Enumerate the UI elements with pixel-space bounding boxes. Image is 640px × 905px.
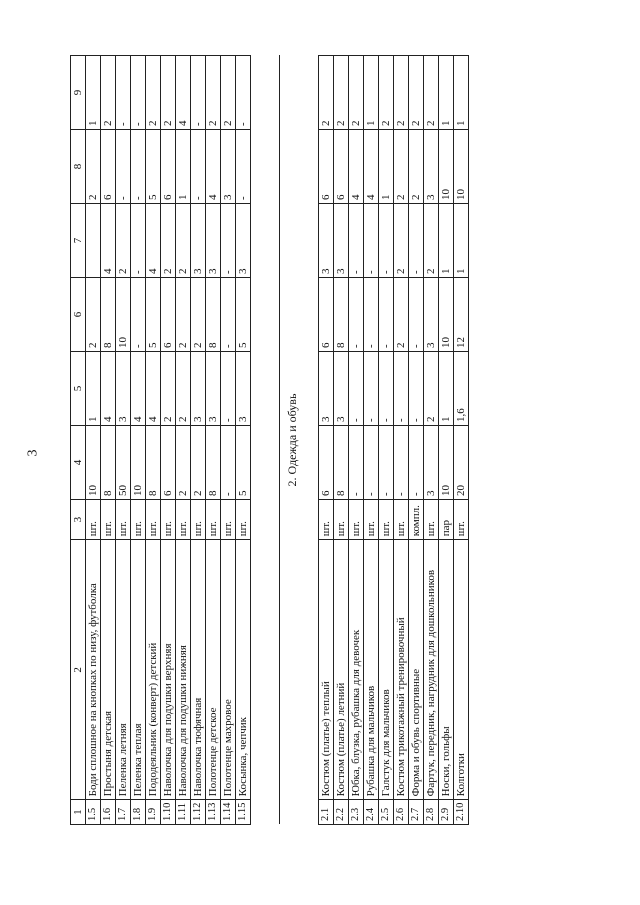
unit-cell: шт.	[334, 499, 349, 539]
item-name-cell: Юбка, блузка, рубашка для девочек	[349, 540, 364, 800]
unit-cell: шт.	[454, 499, 469, 539]
value-cell: -	[221, 351, 236, 425]
value-cell: 6	[319, 425, 334, 499]
value-cell: 2	[86, 130, 101, 204]
value-cell: 2	[176, 425, 191, 499]
value-cell: 6	[161, 425, 176, 499]
row-index-cell: 1.15	[236, 800, 251, 825]
table-row	[146, 56, 161, 825]
value-cell: 1	[379, 130, 394, 204]
item-name-cell: Костюм трикотажный тренировочный	[394, 540, 409, 800]
value-cell: -	[221, 425, 236, 499]
value-cell: 12	[454, 277, 469, 351]
value-cell: 4	[206, 130, 221, 204]
header-cell: 2	[71, 540, 86, 800]
header-cell: 6	[71, 277, 86, 351]
value-cell: -	[364, 204, 379, 278]
item-name-cell: Наволочка для подушки нижняя	[176, 540, 191, 800]
value-cell: 2	[176, 277, 191, 351]
value-cell: 2	[191, 277, 206, 351]
value-cell: 2	[424, 351, 439, 425]
item-name-cell: Полотенце махровое	[221, 540, 236, 800]
item-name-cell: Галстук для мальчиков	[379, 540, 394, 800]
section-title-row	[280, 56, 319, 825]
value-cell: 8	[206, 277, 221, 351]
table-row	[176, 56, 191, 825]
value-cell: -	[379, 425, 394, 499]
value-cell: -	[409, 277, 424, 351]
header-row	[71, 56, 86, 825]
value-cell: 8	[334, 425, 349, 499]
value-cell: -	[116, 130, 131, 204]
value-cell: 2	[334, 56, 349, 130]
value-cell: 4	[146, 351, 161, 425]
value-cell: 3	[319, 204, 334, 278]
value-cell: 2	[409, 130, 424, 204]
value-cell: 6	[101, 130, 116, 204]
value-cell: -	[394, 351, 409, 425]
value-cell: -	[191, 56, 206, 130]
value-cell: 2	[176, 351, 191, 425]
value-cell: 10	[439, 130, 454, 204]
header-cell: 1	[71, 800, 86, 825]
value-cell: -	[221, 204, 236, 278]
value-cell: 3	[319, 351, 334, 425]
row-index-cell: 2.2	[334, 800, 349, 825]
value-cell: -	[131, 277, 146, 351]
unit-cell: шт.	[221, 499, 236, 539]
table-row	[161, 56, 176, 825]
value-cell: 3	[424, 277, 439, 351]
header-cell: 4	[71, 425, 86, 499]
item-name-cell: Пеленка теплая	[131, 540, 146, 800]
unit-cell: компл.	[409, 499, 424, 539]
norms-table	[70, 55, 469, 825]
value-cell: 2	[206, 56, 221, 130]
table-row	[221, 56, 236, 825]
row-index-cell: 2.7	[409, 800, 424, 825]
row-index-cell: 1.10	[161, 800, 176, 825]
value-cell: 4	[101, 204, 116, 278]
table-row	[394, 56, 409, 825]
unit-cell: шт.	[101, 499, 116, 539]
value-cell: 2	[191, 425, 206, 499]
value-cell: 8	[101, 425, 116, 499]
value-cell: 2	[101, 56, 116, 130]
value-cell: 2	[161, 204, 176, 278]
value-cell: 10	[439, 277, 454, 351]
table-row	[454, 56, 469, 825]
value-cell: 10	[454, 130, 469, 204]
table-row	[319, 56, 334, 825]
value-cell: 3	[221, 130, 236, 204]
item-name-cell: Косынка, чепчик	[236, 540, 251, 800]
row-index-cell: 1.9	[146, 800, 161, 825]
row-index-cell: 2.1	[319, 800, 334, 825]
value-cell: -	[409, 351, 424, 425]
item-name-cell: Форма и обувь спортивные	[409, 540, 424, 800]
value-cell: 2	[161, 56, 176, 130]
value-cell: 1	[439, 204, 454, 278]
value-cell: 20	[454, 425, 469, 499]
row-index-cell: 1.5	[86, 800, 101, 825]
unit-cell: шт.	[146, 499, 161, 539]
value-cell: 2	[221, 56, 236, 130]
value-cell: -	[191, 130, 206, 204]
table-row	[439, 56, 454, 825]
unit-cell: шт.	[206, 499, 221, 539]
value-cell: 6	[161, 277, 176, 351]
value-cell: 8	[206, 425, 221, 499]
item-name-cell: Носки, гольфы	[439, 540, 454, 800]
value-cell: 1	[454, 204, 469, 278]
value-cell: -	[131, 56, 146, 130]
value-cell: -	[349, 204, 364, 278]
value-cell: 1	[439, 56, 454, 130]
value-cell: 4	[101, 351, 116, 425]
item-name-cell: Колготки	[454, 540, 469, 800]
table-row	[364, 56, 379, 825]
value-cell: 6	[334, 130, 349, 204]
item-name-cell: Полотенце детское	[206, 540, 221, 800]
unit-cell: шт.	[86, 499, 101, 539]
value-cell: 50	[116, 425, 131, 499]
item-name-cell: Боди сплошное на кнопках по низу, футболка	[86, 540, 101, 800]
value-cell: -	[131, 130, 146, 204]
value-cell: -	[349, 277, 364, 351]
row-index-cell: 2.5	[379, 800, 394, 825]
row-index-cell: 1.7	[116, 800, 131, 825]
value-cell: -	[236, 56, 251, 130]
value-cell: -	[349, 425, 364, 499]
gap-cell	[251, 56, 280, 825]
value-cell: 8	[146, 425, 161, 499]
item-name-cell: Пододеяльник (конверт) детский	[146, 540, 161, 800]
value-cell: 1,6	[454, 351, 469, 425]
value-cell: 3	[206, 351, 221, 425]
value-cell: -	[364, 425, 379, 499]
unit-cell: пар	[439, 499, 454, 539]
item-name-cell: Костюм (платье) теплый	[319, 540, 334, 800]
value-cell: 10	[116, 277, 131, 351]
unit-cell: шт.	[236, 499, 251, 539]
value-cell: 3	[334, 351, 349, 425]
header-cell: 8	[71, 130, 86, 204]
value-cell: 2	[394, 130, 409, 204]
item-name-cell: Костюм (платье) летний	[334, 540, 349, 800]
row-index-cell: 2.8	[424, 800, 439, 825]
value-cell: 4	[364, 130, 379, 204]
header-cell: 5	[71, 351, 86, 425]
rotated-table-container	[70, 55, 530, 825]
section-title: 2. Одежда и обувь	[280, 56, 319, 825]
value-cell: 2	[319, 56, 334, 130]
value-cell: 2	[146, 56, 161, 130]
value-cell: 2	[424, 56, 439, 130]
value-cell: 2	[86, 277, 101, 351]
value-cell: 4	[131, 351, 146, 425]
value-cell: 3	[116, 351, 131, 425]
section-gap	[251, 56, 280, 825]
value-cell: 2	[394, 204, 409, 278]
value-cell: 5	[236, 277, 251, 351]
value-cell: 2	[161, 351, 176, 425]
value-cell: 5	[146, 277, 161, 351]
value-cell: 10	[439, 425, 454, 499]
item-name-cell: Наволочка тюфячная	[191, 540, 206, 800]
value-cell: 6	[319, 277, 334, 351]
value-cell: 5	[236, 425, 251, 499]
unit-cell: шт.	[349, 499, 364, 539]
value-cell: 3	[334, 204, 349, 278]
row-index-cell: 2.6	[394, 800, 409, 825]
value-cell: 6	[319, 130, 334, 204]
item-name-cell: Простыня детская	[101, 540, 116, 800]
unit-cell: шт.	[379, 499, 394, 539]
value-cell: 3	[191, 351, 206, 425]
value-cell: -	[379, 351, 394, 425]
table-row	[131, 56, 146, 825]
value-cell: 4	[146, 204, 161, 278]
row-index-cell: 1.12	[191, 800, 206, 825]
value-cell: -	[409, 425, 424, 499]
value-cell: 2	[394, 56, 409, 130]
value-cell: 2	[176, 204, 191, 278]
row-index-cell: 2.4	[364, 800, 379, 825]
row-index-cell: 1.13	[206, 800, 221, 825]
value-cell: 8	[334, 277, 349, 351]
header-cell: 9	[71, 56, 86, 130]
row-index-cell: 1.8	[131, 800, 146, 825]
table-row	[86, 56, 101, 825]
item-name-cell: Рубашка для мальчиков	[364, 540, 379, 800]
unit-cell: шт.	[116, 499, 131, 539]
unit-cell: шт.	[176, 499, 191, 539]
value-cell: -	[379, 277, 394, 351]
value-cell: -	[409, 204, 424, 278]
row-index-cell: 2.10	[454, 800, 469, 825]
value-cell: 3	[424, 130, 439, 204]
table-row	[349, 56, 364, 825]
unit-cell: шт.	[131, 499, 146, 539]
value-cell: 2	[409, 56, 424, 130]
table-row	[424, 56, 439, 825]
value-cell: 10	[131, 425, 146, 499]
item-name-cell: Пеленка летняя	[116, 540, 131, 800]
item-name-cell: Наволочка для подушки верхняя	[161, 540, 176, 800]
value-cell: 1	[176, 130, 191, 204]
value-cell: 3	[206, 204, 221, 278]
unit-cell: шт.	[161, 499, 176, 539]
value-cell: -	[349, 351, 364, 425]
value-cell: 1	[439, 351, 454, 425]
value-cell: -	[131, 204, 146, 278]
unit-cell: шт.	[424, 499, 439, 539]
table-row	[379, 56, 394, 825]
value-cell	[86, 204, 101, 278]
value-cell: 2	[349, 56, 364, 130]
table-row	[191, 56, 206, 825]
table-row	[101, 56, 116, 825]
unit-cell: шт.	[394, 499, 409, 539]
row-index-cell: 2.9	[439, 800, 454, 825]
value-cell: 2	[116, 204, 131, 278]
value-cell: -	[236, 130, 251, 204]
value-cell: 10	[86, 425, 101, 499]
row-index-cell: 1.14	[221, 800, 236, 825]
table-row	[334, 56, 349, 825]
value-cell: 3	[236, 351, 251, 425]
unit-cell: шт.	[364, 499, 379, 539]
row-index-cell: 1.11	[176, 800, 191, 825]
value-cell: 1	[86, 351, 101, 425]
value-cell: 1	[364, 56, 379, 130]
header-cell: 7	[71, 204, 86, 278]
table-row	[236, 56, 251, 825]
table-row	[206, 56, 221, 825]
value-cell: -	[379, 204, 394, 278]
value-cell: 6	[161, 130, 176, 204]
value-cell: 1	[454, 56, 469, 130]
value-cell: -	[364, 277, 379, 351]
row-index-cell: 1.6	[101, 800, 116, 825]
value-cell: 2	[379, 56, 394, 130]
value-cell: 4	[349, 130, 364, 204]
value-cell: 2	[394, 277, 409, 351]
value-cell: -	[116, 56, 131, 130]
value-cell: 5	[146, 130, 161, 204]
header-cell: 3	[71, 499, 86, 539]
row-index-cell: 2.3	[349, 800, 364, 825]
unit-cell: шт.	[319, 499, 334, 539]
value-cell: 2	[424, 204, 439, 278]
value-cell: -	[394, 425, 409, 499]
value-cell: 3	[424, 425, 439, 499]
value-cell: 8	[101, 277, 116, 351]
value-cell: 3	[191, 204, 206, 278]
value-cell: -	[221, 277, 236, 351]
item-name-cell: Фартук, передник, нагрудник для дошкольников	[424, 540, 439, 800]
table-row	[409, 56, 424, 825]
value-cell: 1	[86, 56, 101, 130]
value-cell: -	[364, 351, 379, 425]
value-cell: 3	[236, 204, 251, 278]
value-cell: 4	[176, 56, 191, 130]
unit-cell: шт.	[191, 499, 206, 539]
page-number: 3	[25, 449, 41, 456]
table-row	[116, 56, 131, 825]
